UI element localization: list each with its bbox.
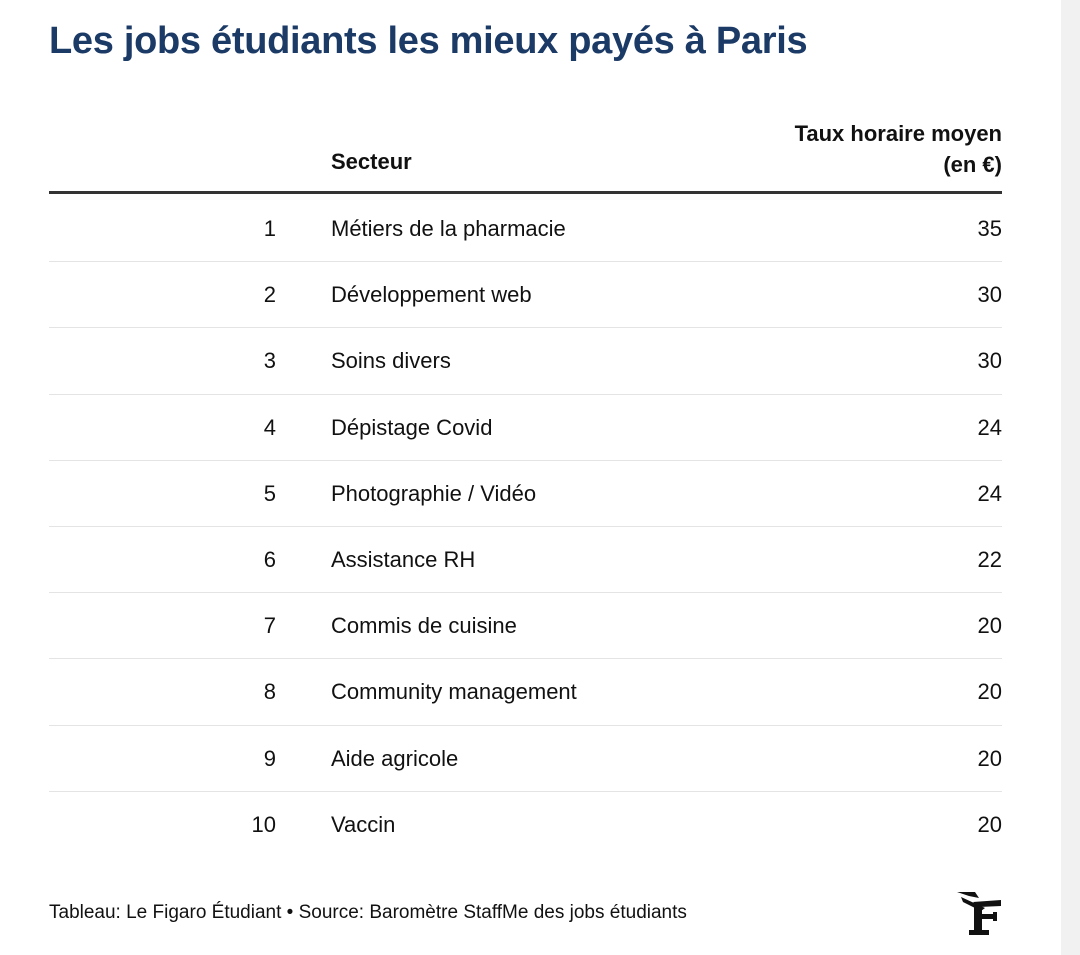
table-row bbox=[49, 262, 1002, 328]
table-row bbox=[49, 461, 1002, 527]
rate-value-cell: 20 bbox=[977, 811, 1002, 837]
page-title: Les jobs étudiants les mieux payés à Paris bbox=[49, 20, 808, 62]
sector-cell: Assistance RH bbox=[331, 546, 476, 572]
sector-cell: Aide agricole bbox=[331, 745, 459, 771]
rank-cell: 8 bbox=[263, 679, 276, 705]
rate-value-cell: 20 bbox=[977, 613, 1002, 639]
source-footer: Tableau: Le Figaro Étudiant • Source: Baromètre StaffMe des jobs étudiants bbox=[49, 902, 687, 923]
rate-value-cell: 22 bbox=[977, 546, 1002, 572]
table-row bbox=[49, 593, 1002, 659]
column-header-rate bbox=[742, 118, 1002, 180]
rate-value-cell: 24 bbox=[977, 480, 1002, 506]
rate-value-cell: 20 bbox=[977, 679, 1002, 705]
rate-value-cell: 20 bbox=[977, 745, 1002, 771]
rank-cell: 10 bbox=[251, 811, 276, 837]
side-strip bbox=[1061, 0, 1080, 955]
sector-cell: Community management bbox=[331, 679, 577, 705]
table-row bbox=[49, 726, 1002, 792]
column-header-rate-line1: Taux horaire moyen bbox=[794, 121, 1002, 146]
sector-cell: Commis de cuisine bbox=[331, 613, 517, 639]
sector-cell: Développement web bbox=[331, 282, 532, 308]
table-header bbox=[49, 118, 1002, 194]
table-row bbox=[49, 527, 1002, 593]
sector-cell: Photographie / Vidéo bbox=[331, 480, 537, 506]
table-row bbox=[49, 196, 1002, 262]
rank-cell: 3 bbox=[263, 348, 276, 374]
column-header-rate-line2: (en €) bbox=[943, 152, 1002, 177]
rank-cell: 4 bbox=[263, 414, 276, 440]
rank-cell: 9 bbox=[263, 745, 276, 771]
rank-cell: 1 bbox=[263, 216, 276, 241]
rank-cell: 2 bbox=[263, 282, 276, 308]
rank-cell: 6 bbox=[263, 546, 276, 572]
rank-cell: 7 bbox=[263, 613, 276, 639]
sector-cell: Dépistage Covid bbox=[331, 414, 493, 440]
sector-cell: Métiers de la pharmacie bbox=[331, 216, 566, 241]
rate-value-cell: 30 bbox=[977, 348, 1002, 374]
table-row bbox=[49, 659, 1002, 725]
table-row bbox=[49, 792, 1002, 858]
rate-value-cell: 35 bbox=[977, 216, 1002, 241]
column-header-sector: Secteur bbox=[331, 149, 412, 174]
rate-value-cell: 24 bbox=[977, 414, 1002, 440]
rate-value-cell: 30 bbox=[977, 282, 1002, 308]
rank-cell: 5 bbox=[263, 480, 276, 506]
table-row bbox=[49, 328, 1002, 394]
table-row bbox=[49, 395, 1002, 461]
sector-cell: Vaccin bbox=[331, 811, 396, 837]
sector-cell: Soins divers bbox=[331, 348, 451, 374]
table-body bbox=[49, 196, 1002, 858]
le-figaro-logo-icon bbox=[955, 888, 1003, 936]
